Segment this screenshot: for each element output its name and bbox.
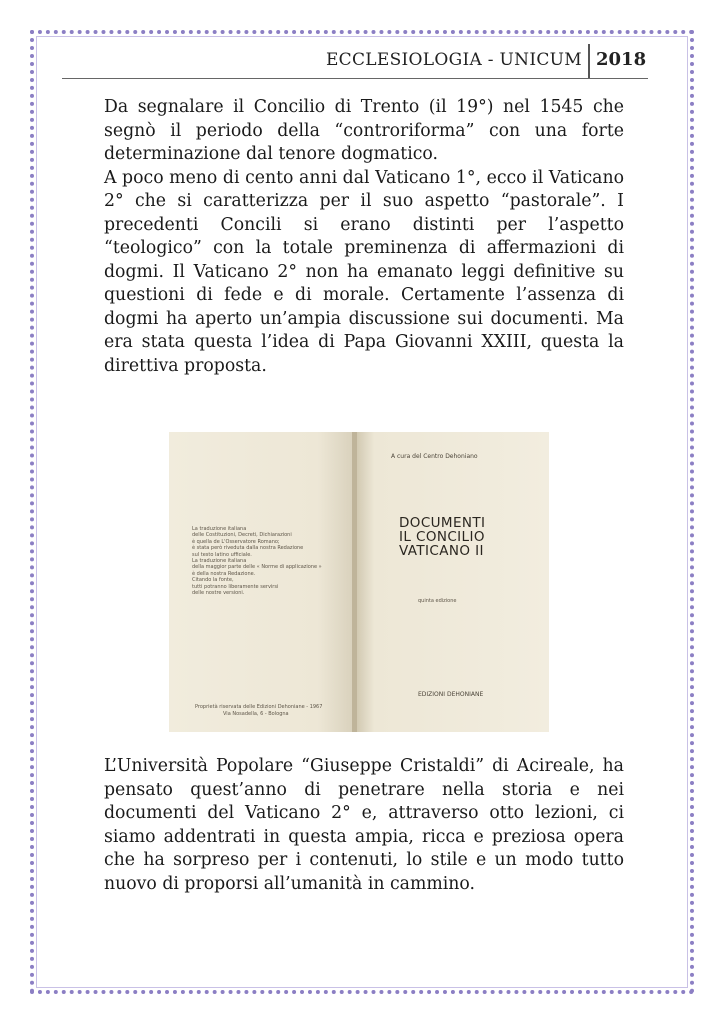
note-line: Citando la fonte,: [192, 577, 234, 584]
header-title: ECCLESIOLOGIA - UNICUM: [325, 50, 582, 70]
paragraph-1-sentence: Da segnalare il Concilio di Trento (il 19°) nel 1545 che segnò il periodo della “controriforma” con una forte determinazione dal tenore dogmatico.: [104, 97, 624, 164]
title-line: DOCUMENTI: [399, 515, 486, 531]
book-photo: [169, 432, 549, 732]
book-gutter: [352, 432, 357, 732]
note-line: è della nostra Redazione.: [192, 570, 256, 577]
header-rule: [62, 78, 648, 79]
book-publisher: EDIZIONI DEHONIANE: [418, 691, 484, 698]
header-separator: [588, 44, 590, 78]
note-line: La traduzione italiana: [192, 558, 247, 565]
body-paragraph-2: L’Università Popolare “Giuseppe Cristaldi” di Acireale, ha pensato quest’anno di penetrare nella storia e nei documenti del Vaticano 2° e, attraverso otto lezioni, ci siamo addentrati in questa ampia, ricca e preziosa opera che ha sorpreso per i contenuti, lo stile e un modo tutto nuovo di proporsi all’umanità in cammino.: [104, 756, 624, 894]
book-edition: quinta edizione: [418, 598, 457, 604]
note-line: tutti potranno liberamente servirsi: [192, 583, 279, 590]
book-title: [399, 516, 485, 558]
header-year: 2018: [596, 49, 647, 70]
book-right-page: [355, 432, 549, 732]
body-paragraph-1: [104, 96, 624, 378]
left-page-footer: [195, 704, 335, 718]
title-line: VATICANO II: [399, 543, 484, 559]
note-line: delle nostre versioni.: [192, 590, 245, 597]
left-page-note: [192, 526, 322, 597]
note-line: delle Costituzioni, Decreti, Dichiarazioni: [192, 532, 292, 539]
note-line: è quella de L'Osservatore Romano;: [192, 538, 280, 545]
footer-line: Proprietà riservata delle Edizioni Dehoniane - 1967: [195, 704, 323, 710]
note-line: La traduzione italiana: [192, 526, 247, 532]
footer-line: Via Nosadella, 6 - Bologna: [223, 711, 289, 717]
right-page-editor: A cura del Centro Dehoniano: [391, 453, 478, 460]
paragraph-1-continuation: A poco meno di cento anni dal Vaticano 1°, ecco il Vaticano 2° che si caratterizza per il suo aspetto “pastorale”. I precedenti Concili si erano distinti per l’aspetto “teologico” con la totale preminenza di affermazioni di dogmi. Il Vaticano 2° non ha emanato leggi definitive su questioni di fede e di morale. Certamente l’assenza di dogmi ha aperto un’ampia discussione sui documenti. Ma era stata questa l’idea di Papa Giovanni XXIII, questa la direttiva proposta.: [104, 167, 624, 376]
note-line: sul testo latino ufficiale.: [192, 551, 252, 558]
note-line: della maggior parte delle « Norme di applicazione »: [192, 564, 322, 571]
title-line: IL CONCILIO: [399, 529, 485, 545]
note-line: è stata però riveduta dalla nostra Redazione: [192, 545, 304, 552]
